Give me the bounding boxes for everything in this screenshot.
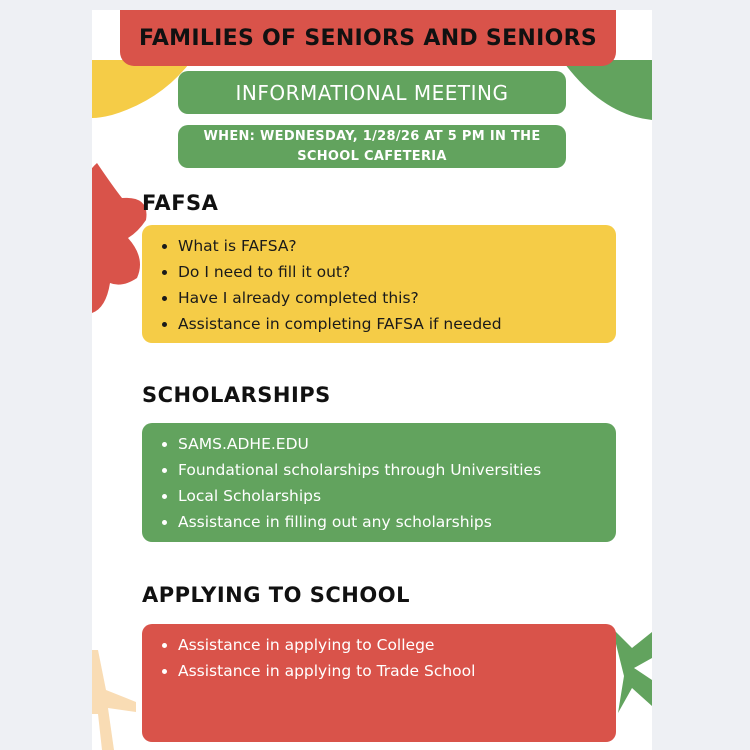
list-item: • Foundational scholarships through Universities (178, 457, 616, 483)
meeting-when-banner (178, 125, 566, 168)
applying-list (160, 632, 616, 684)
list-item: • Assistance in filling out any scholarships (178, 509, 616, 535)
meeting-banner: INFORMATIONAL MEETING (178, 71, 566, 114)
when-line-2: SCHOOL CAFETERIA (297, 148, 447, 164)
section-title-fafsa: FAFSA (142, 191, 219, 215)
list-item: • Do I need to fill it out? (178, 259, 616, 285)
applying-box (142, 624, 616, 742)
list-item: • What is FAFSA? (178, 233, 616, 259)
scholarships-box (142, 423, 616, 542)
section-title-applying: APPLYING TO SCHOOL (142, 583, 410, 607)
list-item: • Have I already completed this? (178, 285, 616, 311)
green-blob-decoration (562, 60, 652, 122)
yellow-blob-decoration (92, 60, 192, 120)
list-item: • Assistance in completing FAFSA if needed (178, 311, 616, 337)
scholarships-list (160, 431, 616, 535)
section-title-scholarships: SCHOLARSHIPS (142, 383, 331, 407)
list-item: • Assistance in applying to Trade School (178, 658, 616, 684)
list-item: • Local Scholarships (178, 483, 616, 509)
fafsa-list (160, 233, 616, 337)
when-line-1: WHEN: WEDNESDAY, 1/28/26 AT 5 PM IN THE (203, 128, 541, 144)
list-item: • SAMS.ADHE.EDU (178, 431, 616, 457)
fafsa-box (142, 225, 616, 343)
list-item: • Assistance in applying to College (178, 632, 616, 658)
flyer-title: FAMILIES OF SENIORS AND SENIORS (120, 10, 616, 66)
flyer (92, 10, 652, 750)
peach-star-decoration (92, 650, 142, 750)
